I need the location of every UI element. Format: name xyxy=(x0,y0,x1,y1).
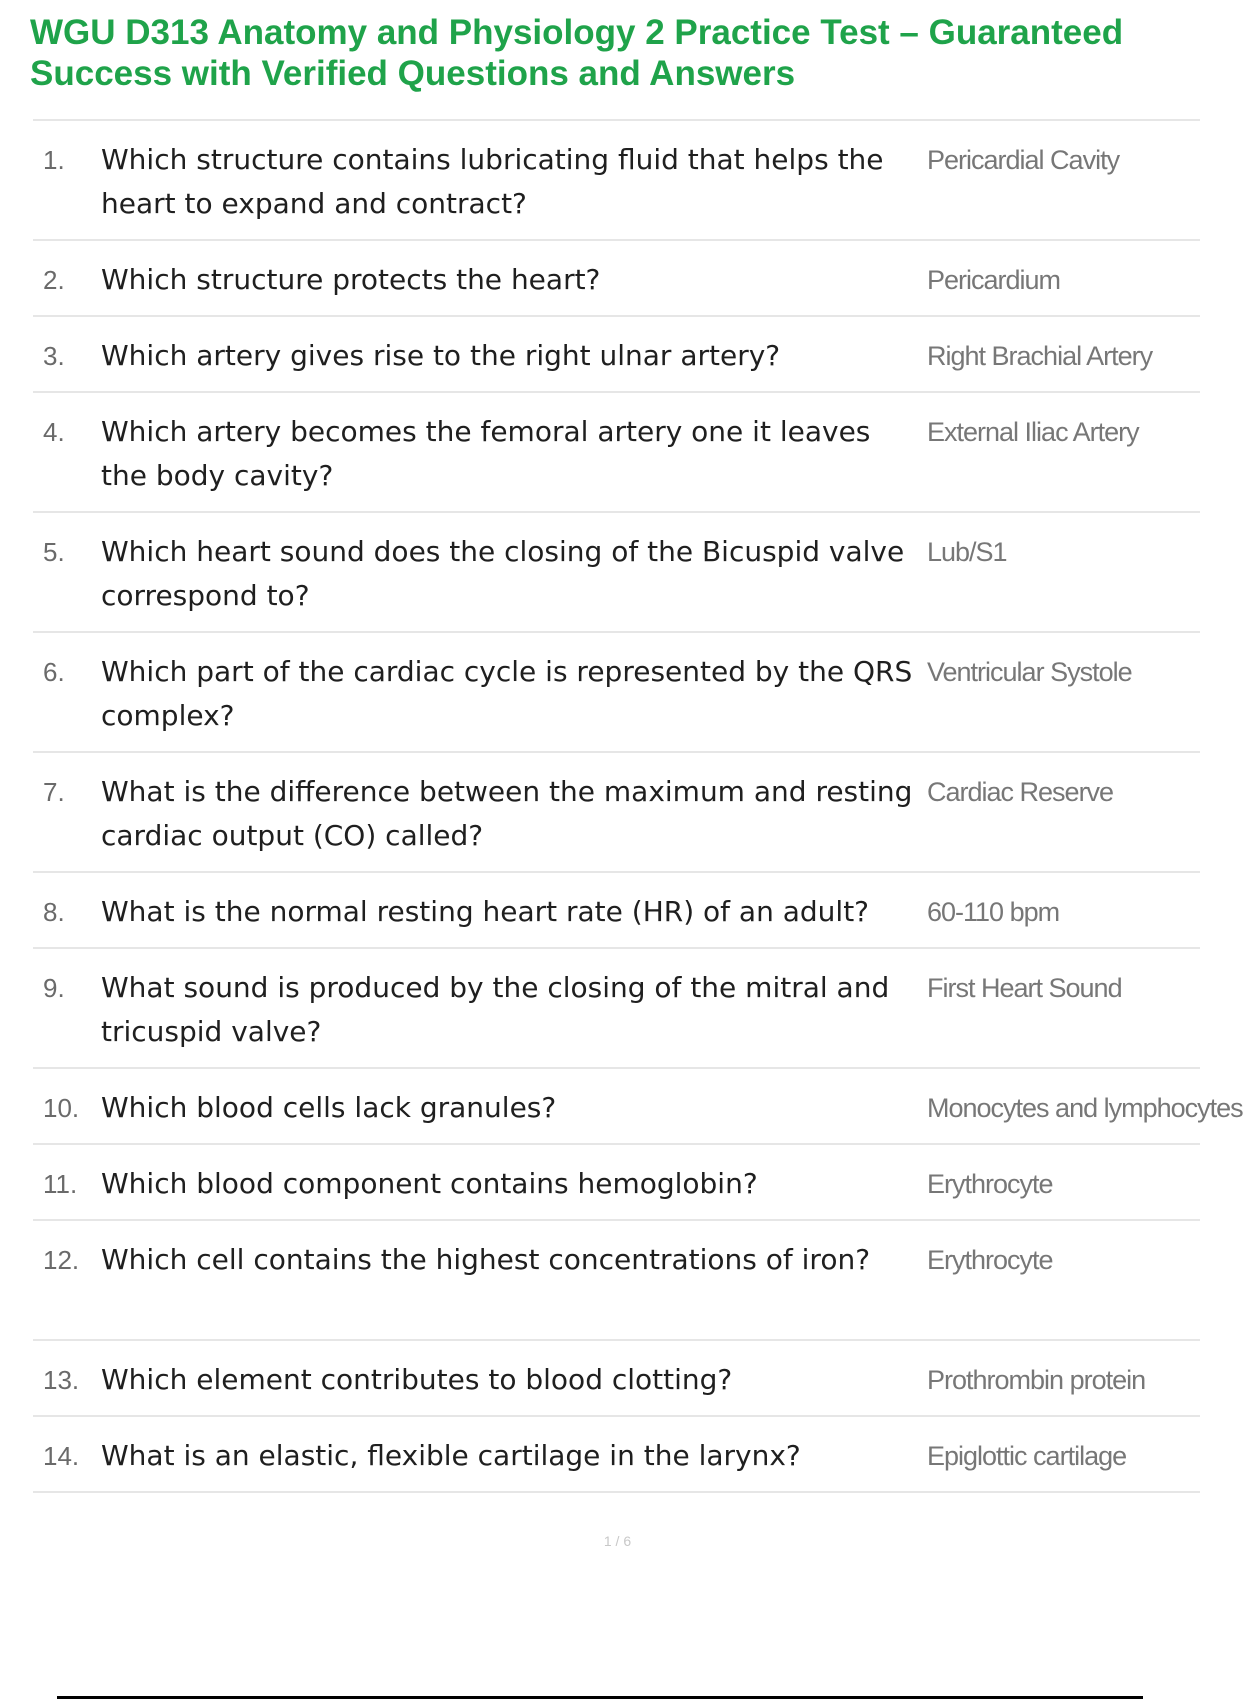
answer-text: 60-110 bpm xyxy=(927,897,1060,927)
page-title: WGU D313 Anatomy and Physiology 2 Practice Test – Guaranteed Success with Verified Questions and Answers xyxy=(30,13,1124,93)
question-text: Which artery becomes the femoral artery one it leaves the body cavity? xyxy=(101,415,871,492)
question-number: 3. xyxy=(43,341,65,371)
page-number: 1 / 6 xyxy=(603,1533,632,1549)
answer-text: Pericardium xyxy=(927,265,1061,295)
question-row-14 xyxy=(33,1417,1200,1493)
question-text: Which part of the cardiac cycle is represented by the QRS complex? xyxy=(101,655,913,732)
question-text: What is the difference between the maximum and resting cardiac output (CO) called? xyxy=(101,775,913,852)
answer-text: Right Brachial Artery xyxy=(927,341,1153,371)
question-text: Which structure contains lubricating fluid that helps the heart to expand and contract? xyxy=(101,143,884,220)
question-number: 11. xyxy=(43,1169,78,1199)
question-number: 9. xyxy=(43,973,65,1003)
question-number: 13. xyxy=(43,1365,80,1395)
answer-text: Epiglottic cartilage xyxy=(927,1441,1127,1471)
question-number: 5. xyxy=(43,537,65,567)
question-text: Which heart sound does the closing of the Bicuspid valve correspond to? xyxy=(101,535,905,612)
question-row-12 xyxy=(33,1221,1200,1341)
question-row-13 xyxy=(33,1341,1200,1417)
question-row-8 xyxy=(33,873,1200,949)
question-row-3 xyxy=(33,317,1200,393)
question-text: What is an elastic, flexible cartilage in the larynx? xyxy=(101,1439,801,1472)
question-number: 2. xyxy=(43,265,65,295)
page-divider xyxy=(57,1696,1143,1699)
answer-text: Pericardial Cavity xyxy=(927,145,1120,175)
question-row-6 xyxy=(33,633,1200,753)
question-text: What sound is produced by the closing of the mitral and tricuspid valve? xyxy=(101,971,890,1048)
question-row-10 xyxy=(33,1069,1243,1145)
question-row-7 xyxy=(33,753,1200,873)
question-row-2 xyxy=(33,241,1200,317)
question-number: 7. xyxy=(43,777,65,807)
question-text: Which artery gives rise to the right ulnar artery? xyxy=(101,339,781,372)
answer-text: External Iliac Artery xyxy=(927,417,1139,447)
answer-text: Erythrocyte xyxy=(927,1245,1053,1275)
question-number: 1. xyxy=(43,145,65,175)
question-row-4 xyxy=(33,393,1200,513)
answer-text: Monocytes and lymphocytes xyxy=(927,1093,1243,1123)
question-row-11 xyxy=(33,1145,1200,1221)
question-number: 8. xyxy=(43,897,65,927)
question-text: Which blood component contains hemoglobin? xyxy=(101,1167,758,1200)
question-text: Which cell contains the highest concentrations of iron? xyxy=(101,1243,871,1276)
question-number: 6. xyxy=(43,657,65,687)
answer-text: Prothrombin protein xyxy=(927,1365,1146,1395)
question-text: Which blood cells lack granules? xyxy=(101,1091,557,1124)
question-number: 10. xyxy=(43,1093,80,1123)
answer-text: Cardiac Reserve xyxy=(927,777,1114,807)
answer-text: Lub/S1 xyxy=(927,537,1007,567)
question-text: What is the normal resting heart rate (HR) of an adult? xyxy=(101,895,870,928)
answer-text: Ventricular Systole xyxy=(927,657,1132,687)
question-row-1 xyxy=(33,121,1200,241)
question-text: Which structure protects the heart? xyxy=(101,263,601,296)
question-row-5 xyxy=(33,513,1200,633)
question-number: 14. xyxy=(43,1441,80,1471)
question-number: 4. xyxy=(43,417,65,447)
question-text: Which element contributes to blood clotting? xyxy=(101,1363,733,1396)
answer-text: First Heart Sound xyxy=(927,973,1122,1003)
question-number: 12. xyxy=(43,1245,80,1275)
qa-table xyxy=(33,119,1243,1493)
answer-text: Erythrocyte xyxy=(927,1169,1053,1199)
question-row-9 xyxy=(33,949,1200,1069)
